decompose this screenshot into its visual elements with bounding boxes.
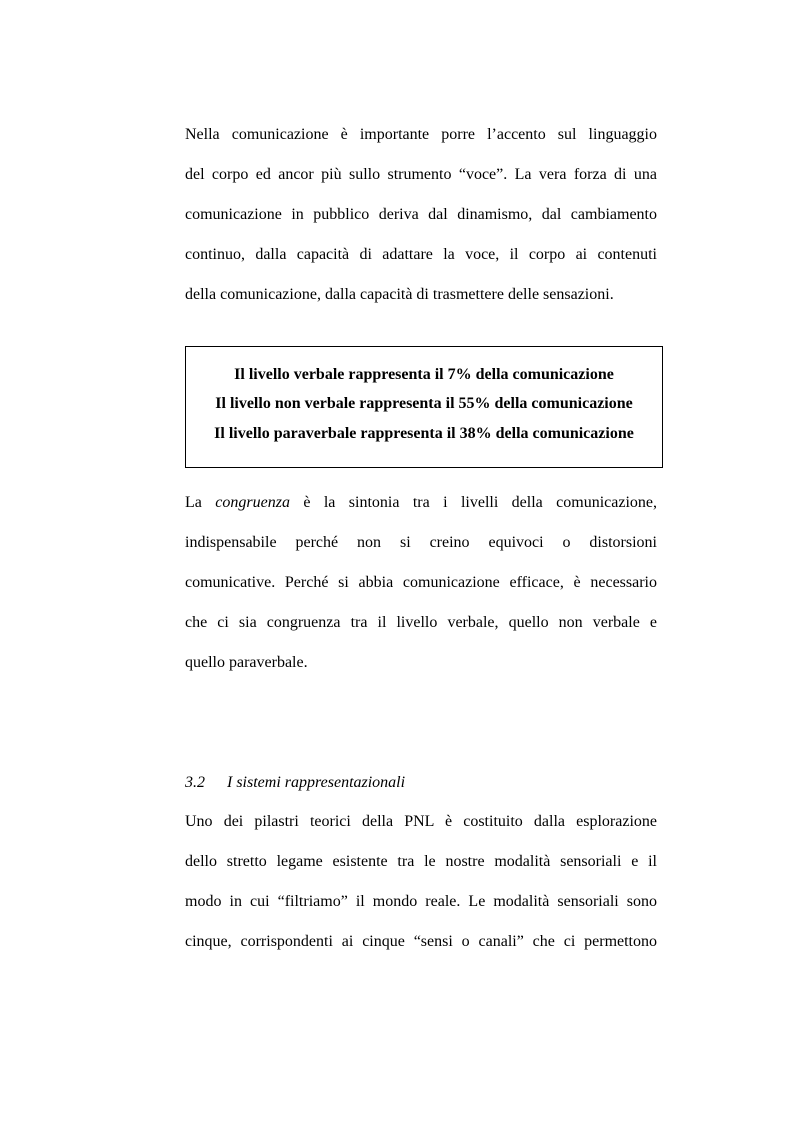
section-title: I sistemi rappresentazionali <box>227 774 406 791</box>
paragraph-line: dello stretto legame esistente tra le nostre modalità sensoriali e il <box>185 853 657 870</box>
paragraph-line: quello paraverbale. <box>185 654 308 671</box>
paragraph-communication-voice <box>185 115 657 315</box>
communication-levels-box <box>185 346 663 468</box>
paragraph-line: cinque, corrispondenti ai cinque “sensi o canali” che ci permettono <box>185 933 657 950</box>
paragraph-line: comunicative. Perché si abbia comunicazione efficace, è necessario <box>185 574 657 591</box>
paragraph-line: che ci sia congruenza tra il livello verbale, quello non verbale e <box>185 614 657 631</box>
paragraph-line: Nella comunicazione è importante porre l’accento sul linguaggio <box>185 126 657 143</box>
paragraph-line: indispensabile perché non si creino equivoci o distorsioni <box>185 534 657 551</box>
paragraph-line: comunicazione in pubblico deriva dal dinamismo, dal cambiamento <box>185 206 657 223</box>
box-line-verbal: Il livello verbale rappresenta il 7% della comunicazione <box>234 366 614 383</box>
emphasized-term: congruenza <box>215 494 290 511</box>
section-heading <box>185 772 405 794</box>
box-line-non-verbal: Il livello non verbale rappresenta il 55% della comunicazione <box>215 395 633 412</box>
paragraph-text: La <box>185 494 202 511</box>
paragraph-text: è la sintonia tra i livelli della comunicazione, <box>303 494 658 511</box>
paragraph-line: continuo, dalla capacità di adattare la voce, il corpo ai contenuti <box>185 246 657 263</box>
paragraph-line: modo in cui “filtriamo” il mondo reale. Le modalità sensoriali sono <box>185 893 657 910</box>
paragraph-line <box>185 483 657 523</box>
box-line-paraverbal: Il livello paraverbale rappresenta il 38% della comunicazione <box>214 425 634 442</box>
section-number: 3.2 <box>185 774 205 791</box>
paragraph-congruence <box>185 483 657 683</box>
paragraph-line: Uno dei pilastri teorici della PNL è costituito dalla esplorazione <box>185 813 657 830</box>
paragraph-line: del corpo ed ancor più sullo strumento “voce”. La vera forza di una <box>185 166 657 183</box>
paragraph-line: della comunicazione, dalla capacità di trasmettere delle sensazioni. <box>185 286 614 303</box>
paragraph-representational-systems <box>185 802 657 962</box>
